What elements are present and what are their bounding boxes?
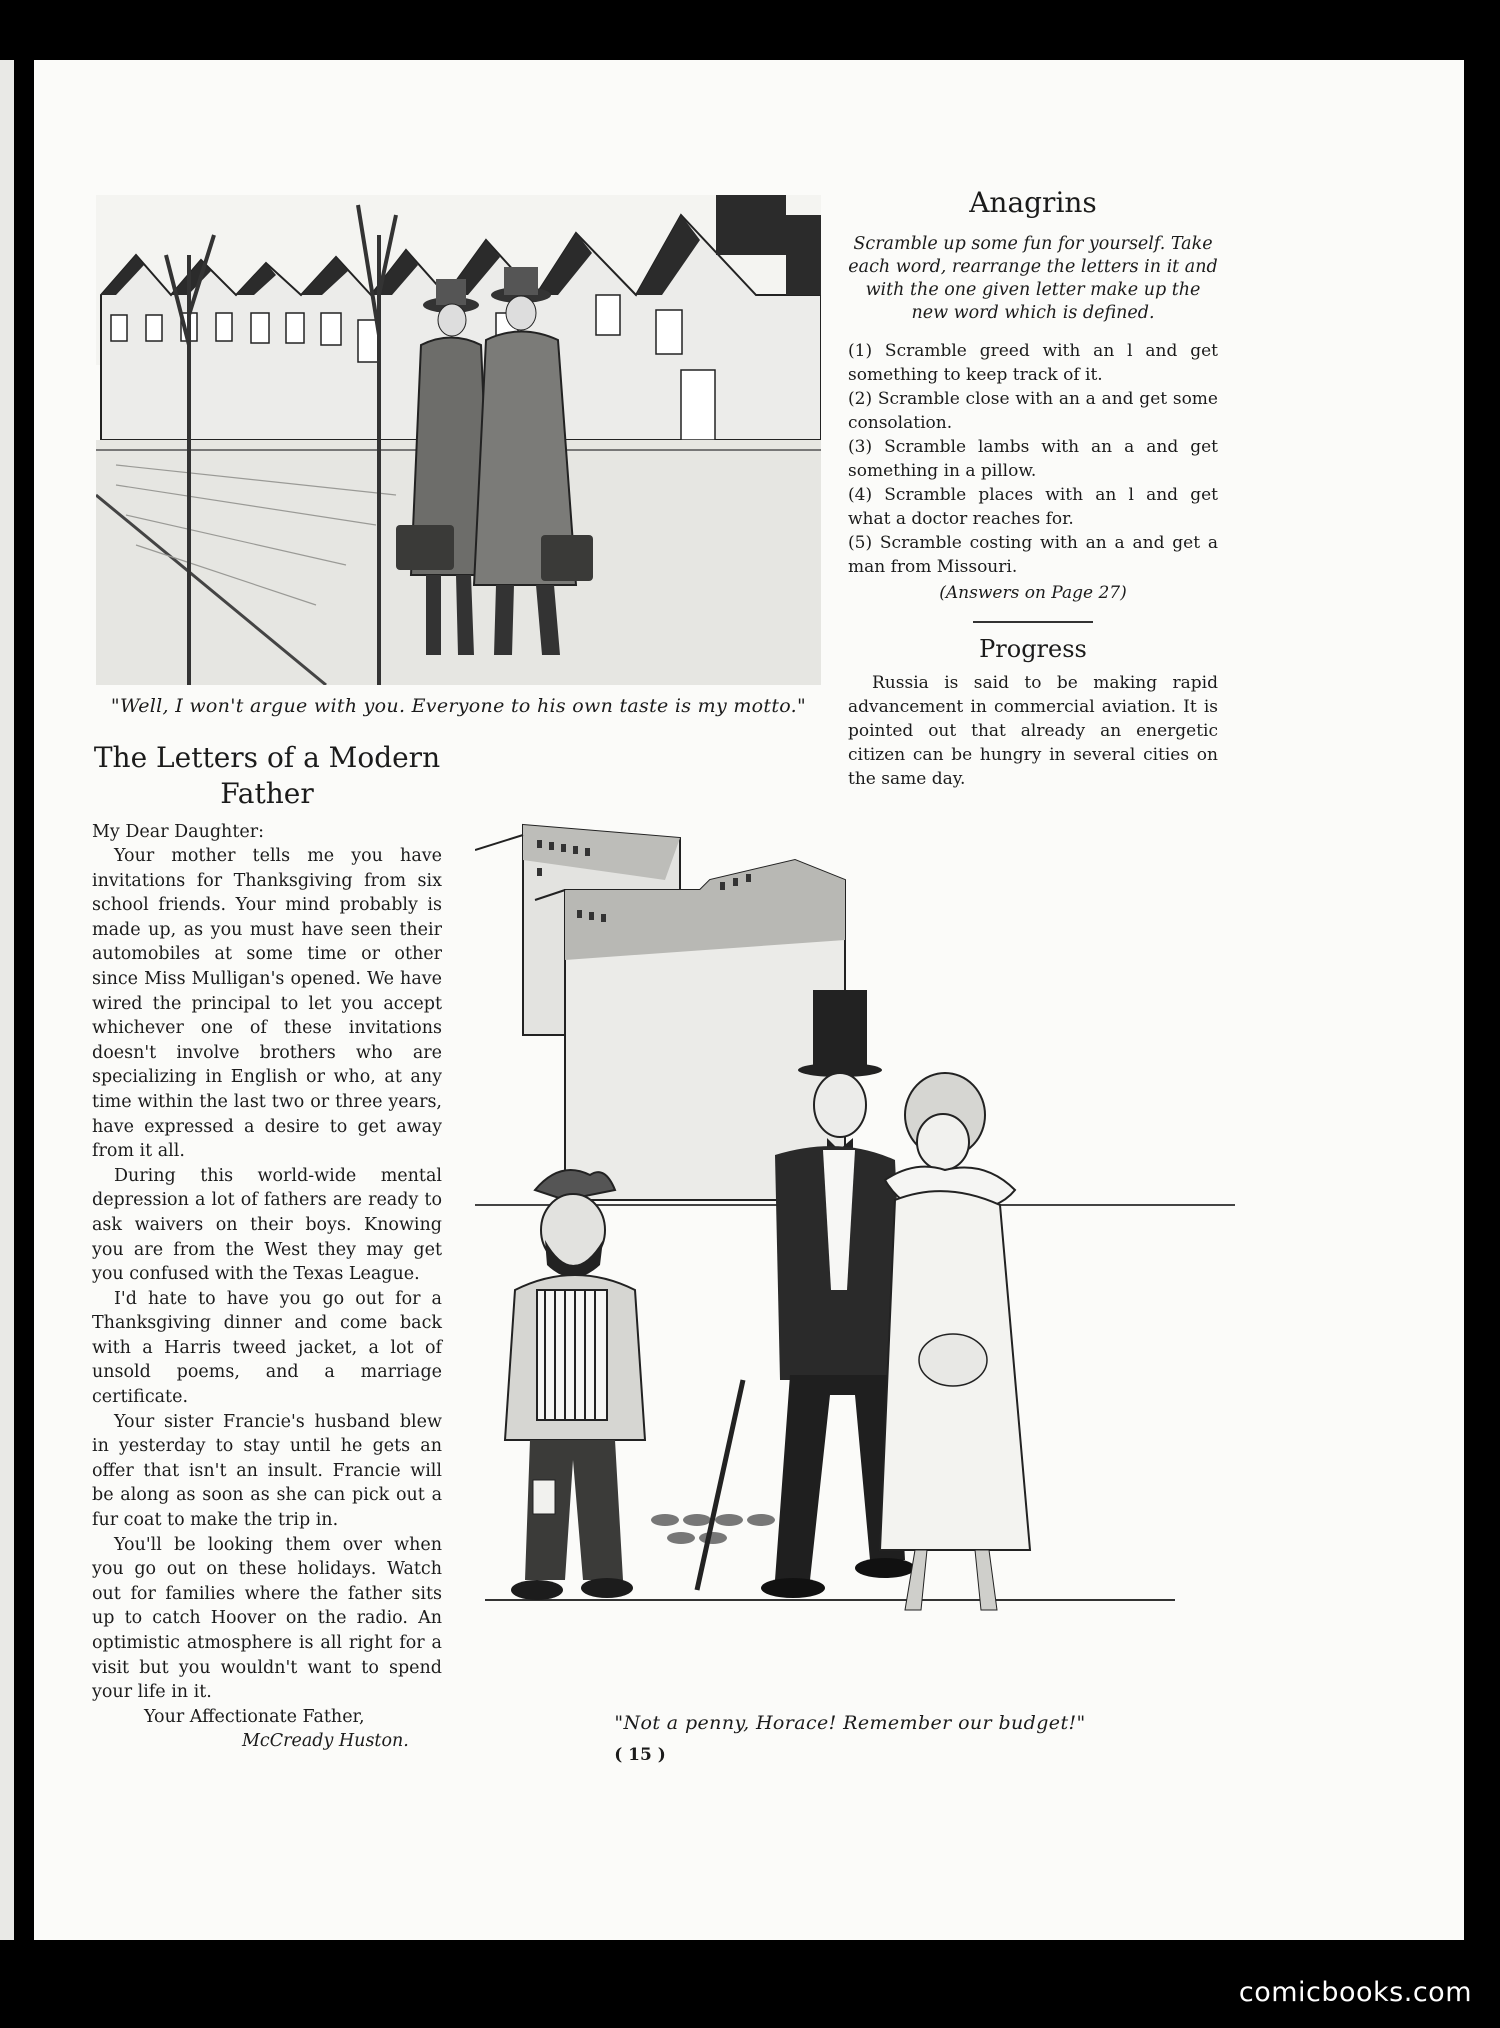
letter-paragraph: You'll be looking them over when you go out on these holidays. Watch out for families where the father sits up to catch Hoover on the radio. An optimistic atmosphere is all right for a visit but you wouldn't want to spend your life in it. bbox=[92, 1534, 442, 1703]
anagrin-item: (3) Scramble lambs with an a and get something in a pillow. bbox=[848, 437, 1218, 481]
letter-closing: Your Affectionate Father, bbox=[144, 1706, 365, 1727]
accordion-player-cartoon bbox=[475, 820, 1235, 1700]
anagrin-item: (5) Scramble costing with an a and get a man from Missouri. bbox=[848, 533, 1218, 577]
letters-title: The Letters of a Modern Father bbox=[93, 741, 441, 810]
section-divider bbox=[973, 621, 1093, 623]
top-cartoon-caption: "Well, I won't argue with you. Everyone to his own taste is my motto." bbox=[110, 695, 807, 717]
letter-paragraph: Your sister Francie's husband blew in yesterday to stay until he gets an offer that isn't an insult. Francie will be along as soon as she can pick out a fur coat to make the trip in. bbox=[92, 1411, 442, 1531]
right-column bbox=[848, 180, 1218, 791]
bottom-cartoon-caption: "Not a penny, Horace! Remember our budget!" bbox=[614, 1712, 1086, 1734]
anagrin-item: (2) Scramble close with an a and get some consolation. bbox=[848, 389, 1218, 433]
progress-text: Russia is said to be making rapid advancement in commercial aviation. It is pointed out that already an energetic citizen can be hungry in several cities on the same day. bbox=[848, 673, 1218, 789]
letter-signature: McCready Huston. bbox=[242, 1730, 409, 1751]
letter-salutation: My Dear Daughter: bbox=[92, 822, 264, 842]
anagrins-title: Anagrins bbox=[969, 186, 1097, 219]
anagrin-item: (4) Scramble places with an l and get what a doctor reaches for. bbox=[848, 485, 1218, 529]
anagrins-answers-note: (Answers on Page 27) bbox=[939, 583, 1127, 603]
progress-title: Progress bbox=[979, 635, 1087, 663]
letter-paragraph: I'd hate to have you go out for a Thanksgiving dinner and come back with a Harris tweed jacket, a lot of unsold poems, and a marriage certificate. bbox=[92, 1288, 442, 1408]
facing-page-edge bbox=[0, 60, 14, 1940]
letter-paragraph: During this world-wide mental depression a lot of fathers are ready to ask waivers on their boys. Knowing you are from the West they may get you confused with the Texas League. bbox=[92, 1165, 442, 1285]
anagrin-item: (1) Scramble greed with an l and get something to keep track of it. bbox=[848, 341, 1218, 385]
row-houses-cartoon bbox=[96, 195, 821, 685]
site-watermark: comicbooks.com bbox=[1238, 1977, 1472, 2008]
letters-article bbox=[92, 740, 442, 1753]
letter-paragraph: Your mother tells me you have invitations for Thanksgiving from six school friends. Your mind probably is made up, as you must have seen their automobiles at some time or other since Miss Mulligan's opened. We have wired the principal to let you accept whichever one of these invitations doesn't involve brothers who are specializing in English or who, at any time within the last two or three years, have expressed a desire to get away from it all. bbox=[92, 846, 442, 1162]
page-number: ( 15 ) bbox=[614, 1745, 666, 1765]
anagrins-intro: Scramble up some fun for yourself. Take each word, rearrange the letters in it and with the one given letter make up the new word which is defined. bbox=[848, 234, 1218, 323]
